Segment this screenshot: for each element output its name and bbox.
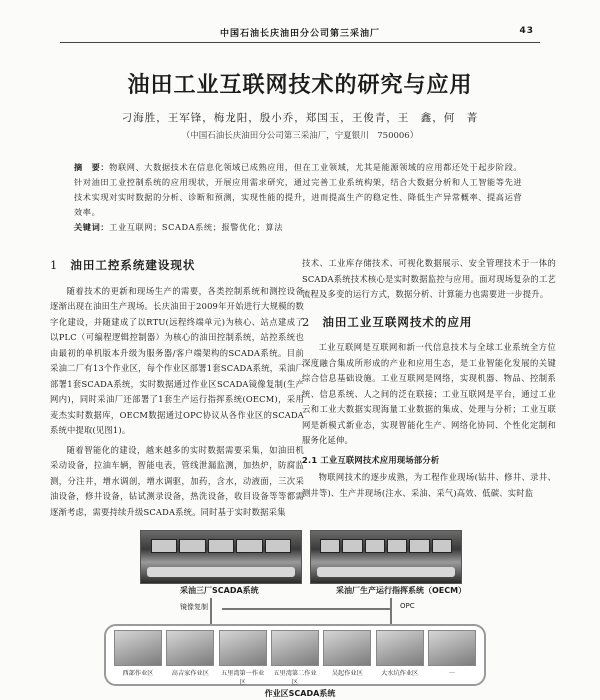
paper-authors: 刁海胜，王军锋，梅龙阳，殷小乔，郑国玉，王俊青，王 鑫，何 菁 xyxy=(121,112,479,124)
station-list xyxy=(114,630,476,686)
section-1-number: 1 xyxy=(50,258,59,272)
running-head xyxy=(60,26,540,43)
left-link-arrow xyxy=(210,598,212,624)
station-item xyxy=(376,630,424,686)
right-column xyxy=(302,256,556,505)
station-label: 五里湾第一作业区 xyxy=(221,670,265,686)
station-label: 大水坑作业区 xyxy=(381,670,419,677)
operation-area-scada-network xyxy=(104,624,486,686)
station-label: 西部作业区 xyxy=(122,670,154,677)
left-column xyxy=(50,256,304,524)
station-item xyxy=(114,630,162,686)
section-1-continuation: 技术、工业库存储技术、可视化数据展示、安全管理技术于一体的SCADA系统技术核心是实时数据监控与应用。面对现场复杂的工艺流程及多变的运行方式，数据分析、计算能力也需要进一步提升。 xyxy=(302,258,556,299)
scada-photo-caption: 采油三厂SCADA系统 xyxy=(180,586,259,595)
subsection-2-1-title: 工业互联网技术应用现场部分析 xyxy=(320,454,440,465)
station-photo xyxy=(323,630,371,666)
section-1-paragraph-2: 随着智能化的建设，越来越多的实时数据需要采集，如油田机采动设备，拉油车辆，智能电表，管线泄漏监测，加热炉，防腐监测，分注井，增水调剖，增水调驱，加药，含水，动液面，三次采油设备，修井设备，钻试测录设备，热洗设备，收目设备等等都需逐渐考虑，需要持续升级SCADA系统。同时基于实时数据采集 xyxy=(50,444,304,517)
station-photo xyxy=(376,630,424,666)
section-2-title: 油田工业互联网技术的应用 xyxy=(322,314,473,329)
mirror-copy-label: 镜像复制 xyxy=(180,603,208,611)
abstract-label: 摘 要： xyxy=(74,162,110,172)
station-label: 高吉家作业区 xyxy=(171,670,209,677)
opc-label: OPC xyxy=(400,602,415,610)
section-1-heading xyxy=(50,258,304,274)
subsection-2-1-heading xyxy=(302,453,556,469)
mirror-arrow xyxy=(222,608,392,610)
paper-affiliation: （中国石油长庆油田分公司第三采油厂，宁夏银川 750006） xyxy=(181,131,419,141)
scada-control-room-photo xyxy=(140,530,302,584)
paper-title: 油田工业互联网技术的研究与应用 xyxy=(127,73,473,98)
station-item xyxy=(323,630,371,686)
station-item xyxy=(428,630,476,686)
oecm-photo-caption: 采油厂生产运行指挥系统（OECM） xyxy=(336,586,467,595)
subsection-2-1-text: 物联网技术的逐步成熟，为工程作业现场(钻井、修井、录井、测井等)、生产井现场(注水、采油、采气)高效、低碳、实时监 xyxy=(302,472,556,498)
abstract xyxy=(74,160,526,235)
section-2-paragraph: 工业互联网是互联网和新一代信息技术与全球工业系统全方位深度融合集成所形成的产业和应用生态，是工业智能化发展的关键综合信息基础设施。工业互联网是网络，实现机器、物品、控制系统、信息系统、人之间的泛在联接；工业互联网是平台，通过工业云和工业大数据实现海量工业数据的集成、处理与分析；工业互联网是新模式新业态，实现智能化生产、网络化协同、个性化定制和服务化延伸。 xyxy=(302,342,556,445)
right-link-arrow xyxy=(390,598,392,624)
page-number: 43 xyxy=(519,26,534,36)
station-photo xyxy=(114,630,162,666)
operation-area-scada-label: 作业区SCADA系统 xyxy=(264,689,336,698)
journal-name: 中国石油长庆油田分公司第三采油厂 xyxy=(219,29,380,39)
subsection-2-1-number: 2.1 xyxy=(302,454,318,465)
station-item xyxy=(271,630,319,686)
station-item xyxy=(219,630,267,686)
station-photo xyxy=(219,630,267,666)
section-1-paragraph-1: 随着技术的更新和现场生产的需要，各类控制系统和测控设备逐渐出现在油田生产现场。长庆油田于2009年开始进行大规模的数字化建设，并随建成了以RTU(远程终端单元)为核心、站点建成了以PLC（可编程逻辑控制器）为核心的油田控制系统，站控系统也由最初的单机版本升级为服务器/客户端架构的SCADA系统。目前采油二厂有13个作业区，每个作业区部署1套SCADA系统，采油厂部署1套SCADA系统，实时数据通过作业区SCADA镜像复制(生产网内)，同时采油厂还部署了1套生产运行指挥系统(OECM)，采用麦杰实时数据库，OECM数据通过OPC协议从各作业区的SCADA系统中提取(见图1)。 xyxy=(50,285,304,435)
station-photo xyxy=(166,630,214,666)
section-2-number: 2 xyxy=(302,314,311,329)
section-2-heading xyxy=(302,315,556,331)
station-photo xyxy=(271,630,319,666)
station-item xyxy=(166,630,214,686)
keywords-label: 关键词： xyxy=(74,222,110,232)
station-label: ... xyxy=(449,668,455,675)
oecm-control-room-photo xyxy=(310,530,462,584)
station-label: 五里湾第二作业区 xyxy=(273,670,317,686)
station-label: 吴起作业区 xyxy=(331,670,363,677)
station-photo xyxy=(428,630,476,666)
keywords-text: 工业互联网；SCADA系统；报警优化；算法 xyxy=(109,222,284,232)
abstract-text: 物联网、大数据技术在信息化领域已成熟应用，但在工业领域，尤其是能源领域的应用都还处于起步阶段。针对油田工业控制系统的应用现状，开展应用需求研究，通过完善工业系统构架，结合大数据分析和人工智能等先进技术实现对实时数据的分析、诊断和预测，实现性能的提升，进而提高生产的稳定性、降低生产异常概率、提高运营效率。 xyxy=(74,162,523,217)
section-1-title: 油田工控系统建设现状 xyxy=(70,258,196,272)
